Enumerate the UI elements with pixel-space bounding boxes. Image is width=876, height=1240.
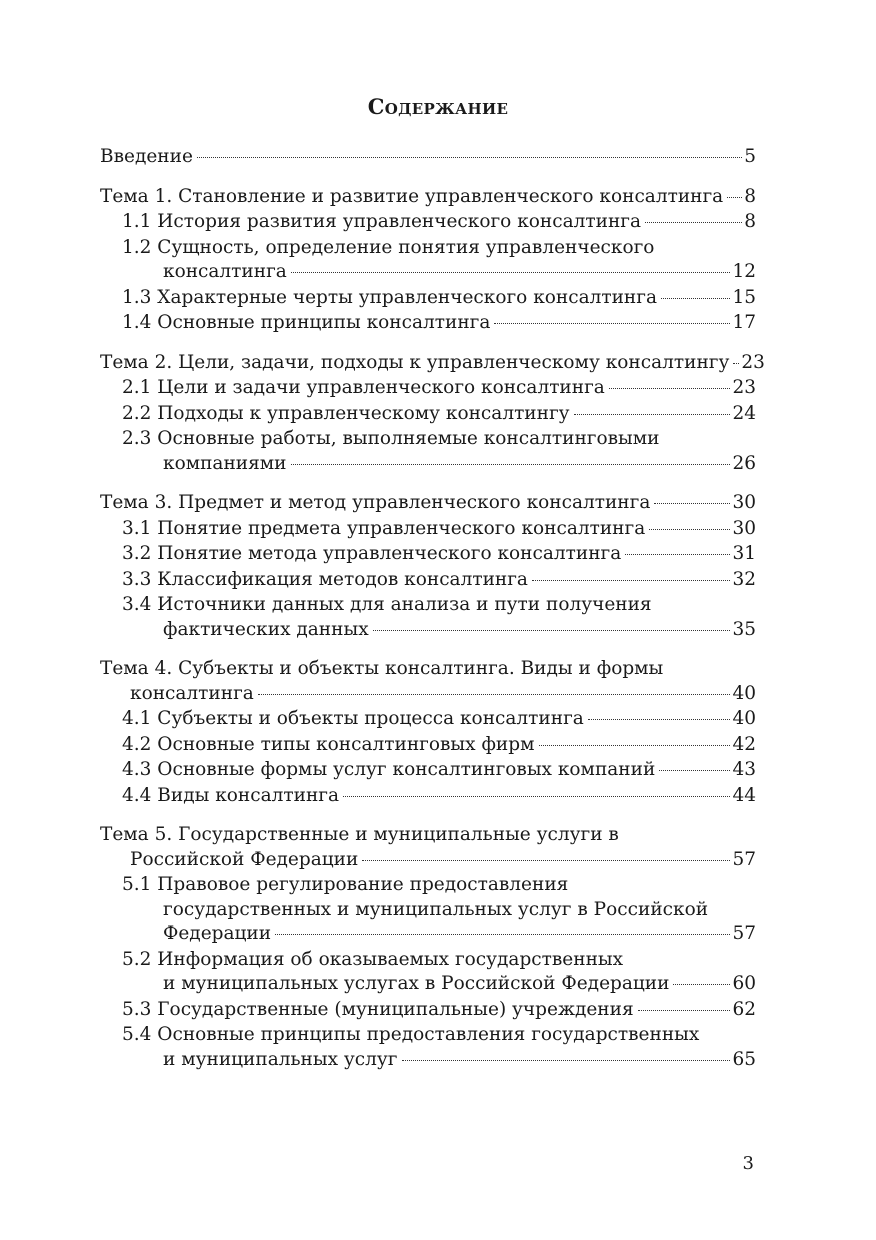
page-title: Содержание	[367, 94, 509, 119]
dot-leader	[625, 554, 730, 555]
toc-subsection-entry	[100, 1022, 756, 1048]
toc-page-number: 15	[732, 286, 756, 308]
toc-page-number: 42	[732, 733, 756, 755]
dot-leader	[659, 770, 730, 771]
toc-subsection-entry	[100, 732, 756, 758]
toc-page-number: 24	[732, 402, 756, 424]
toc-entry-title: 4.1 Субъекты и объекты процесса консалтинга	[122, 708, 584, 729]
toc-subsection-entry	[100, 310, 756, 336]
toc-entry-title: 1.1 История развития управленческого консалтинга	[122, 211, 641, 232]
toc-subsection-entry	[100, 783, 756, 809]
toc-entry-title: 5.1 Правовое регулирование предоставления	[122, 874, 569, 895]
toc-subsection-entry	[100, 426, 756, 452]
toc-page-number: 30	[732, 517, 756, 539]
toc-subsection-entry	[100, 452, 756, 477]
toc-page-number: 57	[732, 923, 756, 944]
toc-subsection-entry	[100, 706, 756, 732]
toc-subsection-entry	[100, 285, 756, 311]
toc-entry-title: компаниями	[163, 452, 287, 474]
toc-entry-title: Введение	[100, 146, 193, 167]
dot-leader	[291, 464, 731, 465]
toc-entry-title: 2.2 Подходы к управленческому консалтингу	[122, 402, 570, 424]
dot-leader	[539, 745, 731, 746]
toc-entry-title: Тема 2. Цели, задачи, подходы к управленческому консалтингу	[100, 351, 730, 373]
toc-page-number: 17	[732, 312, 756, 333]
toc-section	[100, 490, 756, 642]
toc-subsection-entry	[100, 375, 756, 401]
toc-entry-title: и муниципальных услугах в Российской Федерации	[163, 973, 670, 994]
toc-entry-title: консалтинга	[130, 682, 254, 704]
toc-page-number: 31	[732, 543, 756, 564]
toc-subsection-entry	[100, 922, 756, 947]
toc-entry-title: Тема 1. Становление и развитие управленческого консалтинга	[100, 185, 724, 207]
toc-entry-title: и муниципальных услуг	[163, 1048, 398, 1070]
toc-subsection-entry	[100, 592, 756, 618]
toc-page-number: 60	[732, 973, 756, 994]
toc-entry-title: государственных и муниципальных услуг в Российской	[163, 898, 709, 920]
toc-entry-title: 5.4 Основные принципы предоставления государственных	[122, 1024, 700, 1045]
toc-page-number: 23	[732, 377, 756, 398]
table-of-contents	[100, 144, 765, 1086]
toc-entry-title: 3.2 Понятие метода управленческого консалтинга	[122, 543, 622, 564]
toc-page-number: 23	[741, 351, 765, 373]
dot-leader	[673, 984, 730, 985]
toc-entry-title: 3.3 Классификация методов консалтинга	[122, 568, 528, 590]
toc-page-number: 32	[732, 568, 756, 590]
toc-subsection-entry	[100, 516, 756, 542]
toc-entry-title: 2.1 Цели и задачи управленческого консалтинга	[122, 377, 605, 398]
toc-subsection-entry	[100, 757, 756, 783]
toc-chapter-entry	[100, 822, 756, 848]
toc-page-number: 40	[732, 682, 756, 704]
toc-subsection-entry	[100, 567, 756, 593]
toc-subsection-entry	[100, 618, 756, 643]
dot-leader	[727, 197, 742, 198]
toc-entry-title: Тема 3. Предмет и метод управленческого консалтинга	[100, 492, 651, 513]
toc-page-number: 57	[732, 848, 756, 870]
dot-leader	[494, 323, 730, 324]
toc-entry-title: 4.4 Виды консалтинга	[122, 784, 340, 806]
dot-leader	[638, 1010, 731, 1011]
dot-leader	[733, 363, 739, 364]
toc-section	[100, 656, 756, 808]
toc-section	[100, 350, 765, 477]
toc-entry-title: 1.2 Сущность, определение понятия управленческого	[122, 236, 655, 258]
toc-subsection-entry	[100, 947, 756, 973]
toc-chapter-entry	[100, 144, 756, 170]
toc-subsection-entry	[100, 401, 756, 427]
dot-leader	[402, 1060, 731, 1061]
toc-page-number: 35	[732, 618, 756, 640]
toc-page-number: 8	[744, 185, 756, 207]
toc-subsection-entry	[100, 235, 756, 261]
toc-entry-title: 1.4 Основные принципы консалтинга	[122, 312, 491, 333]
toc-subsection-entry	[100, 209, 756, 235]
toc-page-number: 40	[732, 708, 756, 729]
toc-subsection-entry	[100, 541, 756, 567]
toc-entry-title: фактических данных	[163, 618, 369, 640]
toc-page-number: 26	[732, 452, 756, 474]
toc-chapter-entry	[100, 682, 756, 707]
toc-chapter-entry	[100, 656, 756, 682]
dot-leader	[275, 934, 730, 935]
toc-subsection-entry	[100, 997, 756, 1023]
toc-entry-title: 3.4 Источники данных для анализа и пути получения	[122, 594, 652, 615]
toc-page-number: 43	[732, 759, 756, 780]
toc-entry-title: Тема 5. Государственные и муниципальные услуги в	[100, 824, 619, 845]
toc-section	[100, 184, 756, 336]
toc-subsection-entry	[100, 872, 756, 898]
dot-leader	[197, 157, 742, 158]
toc-page-number: 44	[732, 784, 756, 806]
dot-leader	[343, 796, 730, 797]
toc-subsection-entry	[100, 972, 756, 997]
toc-chapter-entry	[100, 490, 756, 516]
dot-leader	[373, 630, 731, 631]
page-number: 3	[742, 1153, 754, 1174]
toc-subsection-entry	[100, 898, 756, 923]
toc-subsection-entry	[100, 260, 756, 285]
toc-entry-title: Тема 4. Субъекты и объекты консалтинга. Виды и формы	[100, 658, 664, 679]
toc-entry-title: 4.3 Основные формы услуг консалтинговых компаний	[122, 759, 656, 780]
toc-page-number: 30	[732, 492, 756, 513]
dot-leader	[362, 860, 730, 861]
toc-entry-title: 1.3 Характерные черты управленческого консалтинга	[122, 286, 657, 308]
toc-entry-title: Федерации	[163, 923, 272, 944]
toc-page-number: 8	[744, 211, 756, 232]
toc-page-number: 65	[732, 1048, 756, 1070]
toc-chapter-entry	[100, 184, 756, 210]
dot-leader	[609, 388, 731, 389]
dot-leader	[654, 503, 730, 504]
dot-leader	[645, 222, 742, 223]
toc-section	[100, 822, 756, 1072]
dot-leader	[291, 272, 731, 273]
toc-entry-title: 5.2 Информация об оказываемых государственных	[122, 948, 624, 970]
dot-leader	[258, 694, 731, 695]
dot-leader	[574, 414, 731, 415]
toc-chapter-entry	[100, 848, 756, 873]
toc-entry-title: 5.3 Государственные (муниципальные) учреждения	[122, 998, 634, 1020]
toc-subsection-entry	[100, 1048, 756, 1073]
toc-chapter-entry	[100, 350, 765, 376]
toc-entry-title: 3.1 Понятие предмета управленческого консалтинга	[122, 517, 646, 539]
toc-entry-title: 2.3 Основные работы, выполняемые консалтинговыми	[122, 428, 660, 449]
dot-leader	[649, 529, 730, 530]
dot-leader	[532, 580, 730, 581]
toc-page-number: 12	[732, 261, 756, 282]
toc-entry-title: консалтинга	[163, 261, 287, 282]
toc-page-number: 62	[732, 998, 756, 1020]
dot-leader	[588, 719, 731, 720]
toc-section	[100, 144, 756, 170]
toc-entry-title: Российской Федерации	[130, 848, 359, 870]
toc-entry-title: 4.2 Основные типы консалтинговых фирм	[122, 733, 535, 755]
dot-leader	[661, 298, 730, 299]
toc-page-number: 5	[744, 146, 756, 167]
